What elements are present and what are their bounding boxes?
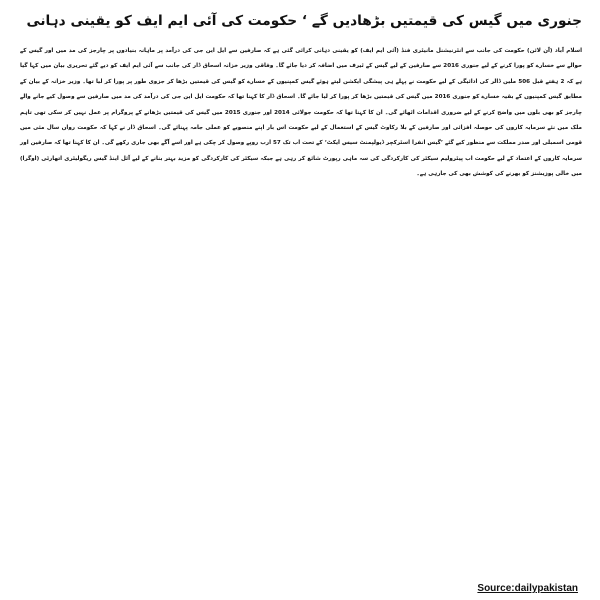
article-body: اسلام آباد (آن لائن) حکومت کی جانب سے انٹرنیشنل مانیٹری فنڈ (آئی ایم ایف) کو یقینی دہانی کرائی گئی ہے کہ صارفین سے ایل این جی کی درآمد پر ماہانہ بنیادوں پر چارجز کی مد میں اور گیس کے حوالے سے خسارے کو پورا کرنے کے لیے جنوری 2016 سے صارفین کے لیے گیس کے ٹیرف میں اضافہ کر دیا جائے گا۔ وفاقی وزیر خزانہ اسحاق ڈار کی جانب سے آئی ایم ایف کو دیے گئے تحریری بیان میں کہا گیا ہے کہ 2 ہفتے قبل 506 ملین ڈالر کی ادائیگی کے لیے حکومت نے پہلے ہی پیشگی ایکشن لیتے ہوئے گیس کمپنیوں کے خسارے کو گیس کی قیمتیں بڑھا کر جزوی طور پر پورا کر لیا تھا۔ وزیر خزانہ کے بیان کے مطابق گیس کمپنیوں کے بقیہ خسارے کو جنوری 2016 میں گیس کی قیمتیں بڑھا کر پورا کر لیا جائے گا۔ اسحاق ڈار کا کہنا تھا کہ حکومت ایل این جی کی درآمد کی مد میں صارفین سے وصول کیے جانے والے چارجز کو بھی بلوں میں واضح کرنے کے لیے ضروری اقدامات اٹھائے گی۔ ان کا کہنا تھا کہ حکومت جولائی 2014 اور جنوری 2015 میں گیس کی قیمتیں بڑھانے کے پروگرام پر عمل نہیں کر سکی تھی تاہم ملک میں نئے سرمایہ کاروں کی حوصلہ افزائی اور صارفین کے بلا رکاوٹ گیس کے استعمال کے لیے حکومت اس بار اپنے منصوبے کو عملی جامہ پہنائے گی۔ اسحاق ڈار نے کہا کہ حکومت رواں سال مئی میں قومی اسمبلی اور صدر مملکت سے منظور کیے گئے ’گیس انفرا اسٹرکچر ڈیولپمنٹ سیس ایکٹ‘ کے تحت اب تک 57 ارب روپے وصول کر چکی ہے اور اسے آگے بھی جاری رکھے گی۔ ان کا کہنا تھا کہ صارفین اور سرمایہ کاروں کے اعتماد کے لیے حکومت اب پیٹرولیم سیکٹر کی کارکردگی کی سہ ماہی رپورٹ شائع کر رہی ہے جبکہ سیکٹر کی کارکردگی کو مزید بہتر بنانے کے لیے آئل اینڈ گیس ریگولیٹری اتھارٹی (اوگرا) میں خالی پوزیشنز کو بھرنے کی کوشش بھی کی جارہی ہے۔	[20, 48, 583, 178]
source-credit: Source:dailypakistan	[477, 583, 578, 594]
article-headline: جنوری میں گیس کی قیمتیں بڑھادیں گے ‘ حکومت کی آئی ایم ایف کو یقینی دہانی	[26, 13, 582, 29]
